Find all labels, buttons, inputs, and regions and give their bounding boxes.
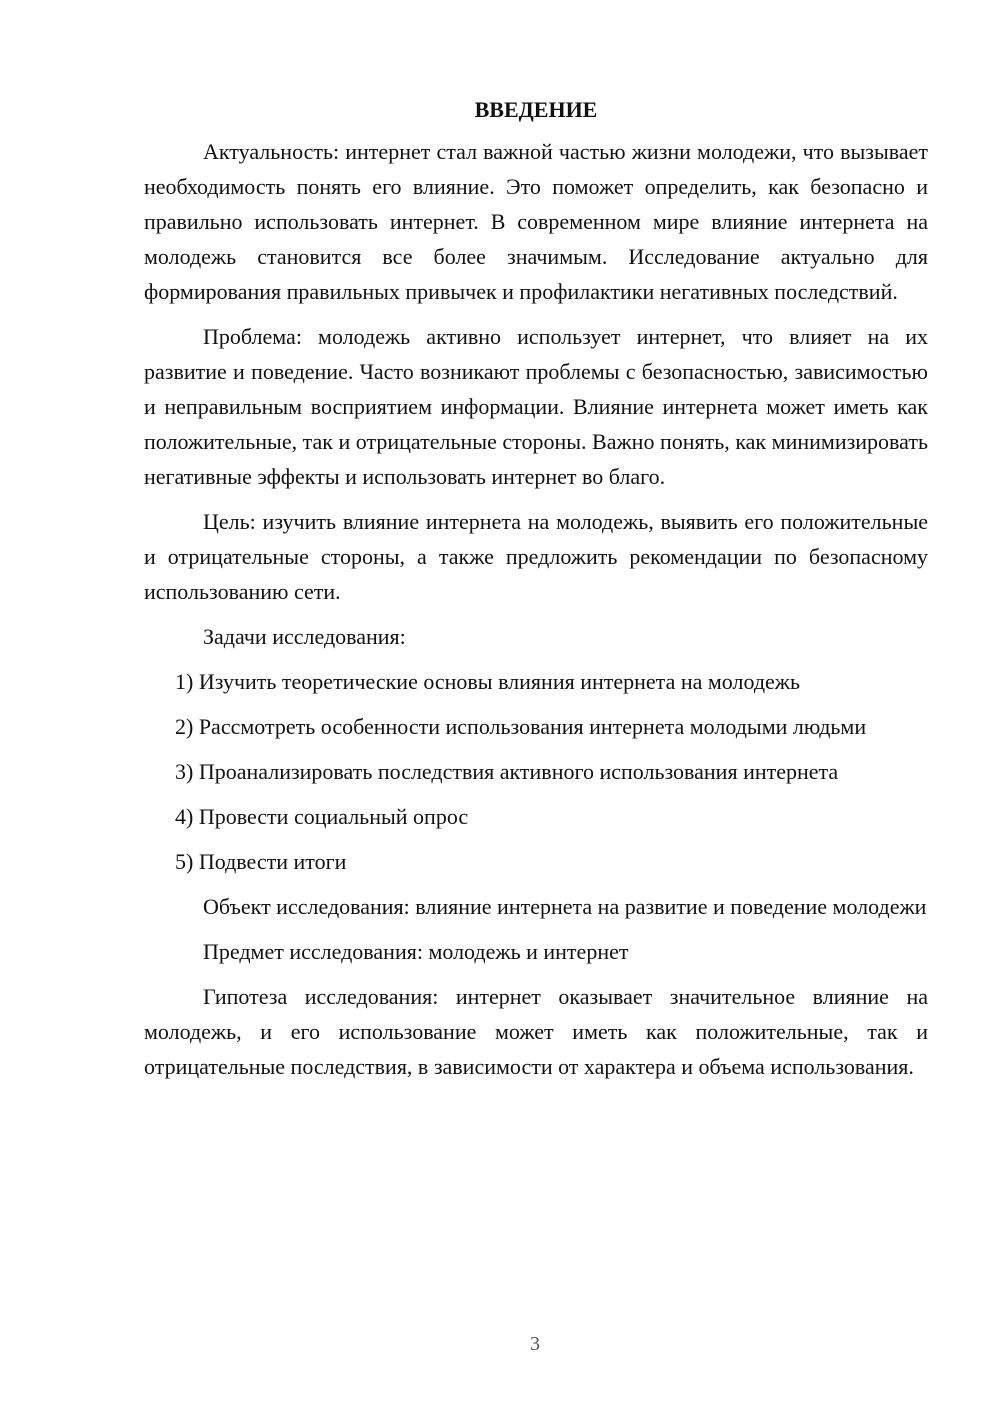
task-item-5: 5) Подвести итоги (175, 849, 347, 874)
task-item-4: 4) Провести социальный опрос (175, 804, 469, 829)
task-item-3: 3) Проанализировать последствия активного использования интернета (175, 759, 839, 784)
hypothesis-paragraph: Гипотеза исследования: интернет оказывает значительное влияние на молодежь, и его использование может иметь как положительные, так и отрицательные последствия, в зависимости от характера и объема использования. (144, 984, 928, 1079)
relevance-paragraph: Актуальность: интернет стал важной частью жизни молодежи, что вызывает необходимость понять его влияние. Это поможет определить, как безопасно и правильно использовать интернет. В современном мире влияние интернета на молодежь становится все более значимым. Исследование актуально для формирования правильных привычек и профилактики негативных последствий. (144, 139, 928, 304)
problem-paragraph: Проблема: молодежь активно использует интернет, что влияет на их развитие и поведение. Часто возникают проблемы с безопасностью, зависимостью и неправильным восприятием информации. Влияние интернета может иметь как положительные, так и отрицательные стороны. Важно понять, как минимизировать негативные эффекты и использовать интернет во благо. (144, 324, 928, 489)
task-item-1: 1) Изучить теоретические основы влияния интернета на молодежь (175, 669, 801, 694)
object-paragraph: Объект исследования: влияние интернета на развитие и поведение молодежи (203, 894, 927, 919)
tasks-heading: Задачи исследования: (203, 624, 406, 649)
section-title: ВВЕДЕНИЕ (474, 97, 598, 122)
goal-paragraph: Цель: изучить влияние интернета на молодежь, выявить его положительные и отрицательные стороны, а также предложить рекомендации по безопасному использованию сети. (144, 509, 928, 604)
page-number: 3 (530, 1333, 540, 1355)
task-item-2: 2) Рассмотреть особенности использования интернета молодыми людьми (175, 714, 867, 739)
subject-paragraph: Предмет исследования: молодежь и интернет (203, 939, 629, 964)
document-page (144, 93, 928, 1094)
